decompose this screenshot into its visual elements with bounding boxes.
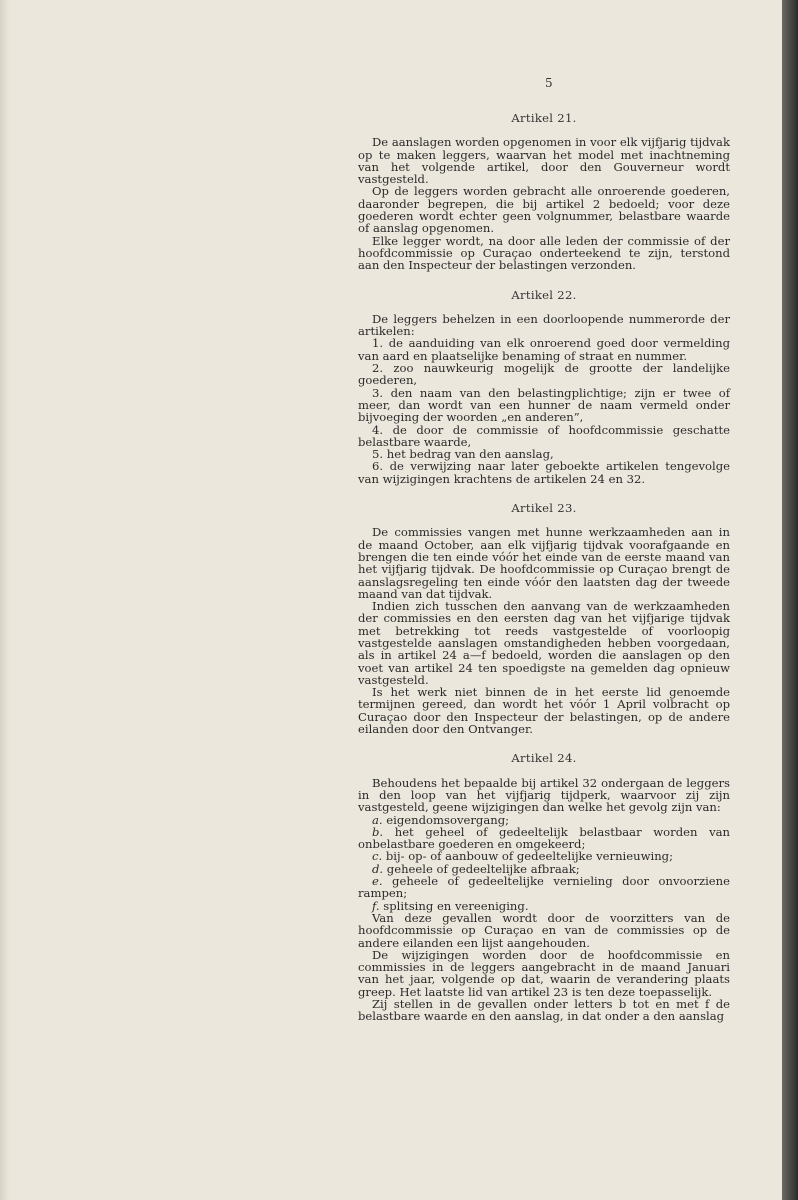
article-22-intro: De leggers behelzen in een doorloopende nummerorde der artikelen: [358,311,730,339]
article-22-item-6: 6. de verwijzing naar later geboekte artikelen tengevolge van wijzigingen krachtens de artikelen 24 en 32. [358,459,731,486]
article-24-item-d: d. geheele of gedeeltelijke afbraak; [372,861,580,876]
article-24-paragraph-2: De wijzigingen worden door de hoofdcommissie en commissies in de leggers aangebracht in de maand Januari van het jaar, volgende op dat, waarin de verandering plaats greep. Het laatste lid van artikel 23 is ten deze toepasselijk. [358,947,730,999]
article-24-item-b: b. het geheel of gedeeltelijk belastbaar worden van onbelastbare goederen en omgekeerd; [358,824,730,852]
article-24-item-a: a. eigendomsovergang; [372,812,510,827]
article-22-item-3: 3. den naam van den belastingplichtige; zijn er twee of meer, dan wordt van een hunner de naam vermeld onder bijvoeging der woorden „en anderen”, [358,385,730,425]
page-spine-shadow [0,0,10,1200]
article-23-heading: Artikel 23. [511,501,577,516]
article-22-item-4: 4. de door de commissie of hoofdcommissie geschatte belastbare waarde, [358,422,730,449]
article-22-item-2: 2. zoo nauwkeurig mogelijk de grootte der landelijke goederen, [358,361,731,388]
article-24-heading: Artikel 24. [511,751,577,766]
article-21-paragraph-2: Op de leggers worden gebracht alle onroerende goederen, daaronder begrepen, die bij artikel 2 bedoeld; voor deze goederen wordt echter geen volgnummer, belastbare waarde of aanslag opgenomen. [358,184,730,236]
text-column [358,112,730,1023]
article-23-paragraph-3: Is het werk niet binnen de in het eerste lid genoemde termijnen gereed, dan wordt het vóór 1 April volbracht op Curaçao door den Inspecteur der belastingen, op de andere eilanden door den Ontvanger. [358,685,730,737]
article-24-paragraph-1: Van deze gevallen wordt door de voorzitters van de hoofdcommissie op Curaçao en van de commissies op de andere eilanden een lijst aangehouden. [358,910,730,950]
article-23-paragraph-2: Indien zich tusschen den aanvang van de werkzaamheden der commissies en den eersten dag van het vijfjarige tijdvak met betrekking tot reeds vastgestelde of voorloopig vastgestelde aanslagen omstandigheden hebben voorgedaan, als in artikel 24 a—f bedoeld, worden die aanslagen op den voet van artikel 24 ten spoedigste na gemelden dag opnieuw vastgesteld. [358,599,730,687]
book-edge-shadow [782,0,798,1200]
article-22-item-5: 5. het bedrag van den aanslag, [372,447,554,462]
page-number: 5 [545,76,553,90]
article-24-item-f: f. splitsing en vereeniging. [372,898,529,913]
article-21-paragraph-1: De aanslagen worden opgenomen in voor elk vijfjarig tijdvak op te maken leggers, waarvan het model met inachtneming van het volgende artikel, door den Gouverneur wordt vastgesteld. [358,135,730,187]
article-24-paragraph-3: Zij stellen in de gevallen onder letters b tot en met f de belastbare waarde en den aanslag, in dat onder a den aanslag [358,997,730,1024]
article-22-item-1: 1. de aanduiding van elk onroerend goed door vermelding van aard en plaatselijke benaming of straat en nummer. [358,336,730,363]
article-21-heading: Artikel 21. [511,111,577,125]
article-23-paragraph-1: De commissies vangen met hunne werkzaamheden aan in de maand October, aan elk vijfjarig tijdvak voorafgaande en brengen die ten einde vóór het einde van de eerste maand van het vijfjarig tijdvak. De hoofdcommissie op Curaçao brengt de aanslagsregeling ten einde vóór den laatsten dag der tweede maand van dat tijdvak. [358,525,730,601]
article-21-paragraph-3: Elke legger wordt, na door alle leden der commissie of der hoofdcommissie op Curaçao onderteekend te zijn, terstond aan den Inspecteur der belastingen verzonden. [358,233,730,273]
article-24-item-c: c. bij- op- of aanbouw of gedeeltelijke vernieuwing; [372,849,674,864]
article-24-item-e: e. geheele of gedeeltelijke vernieling door onvoorziene rampen; [358,874,731,901]
article-24-intro: Behoudens het bepaalde bij artikel 32 ondergaan de leggers in den loop van het vijfjarig tijdperk, waarvoor zij zijn vastgesteld, geene wijzigingen dan welke het gevolg zijn van: [358,775,730,815]
article-22-heading: Artikel 22. [511,287,577,302]
